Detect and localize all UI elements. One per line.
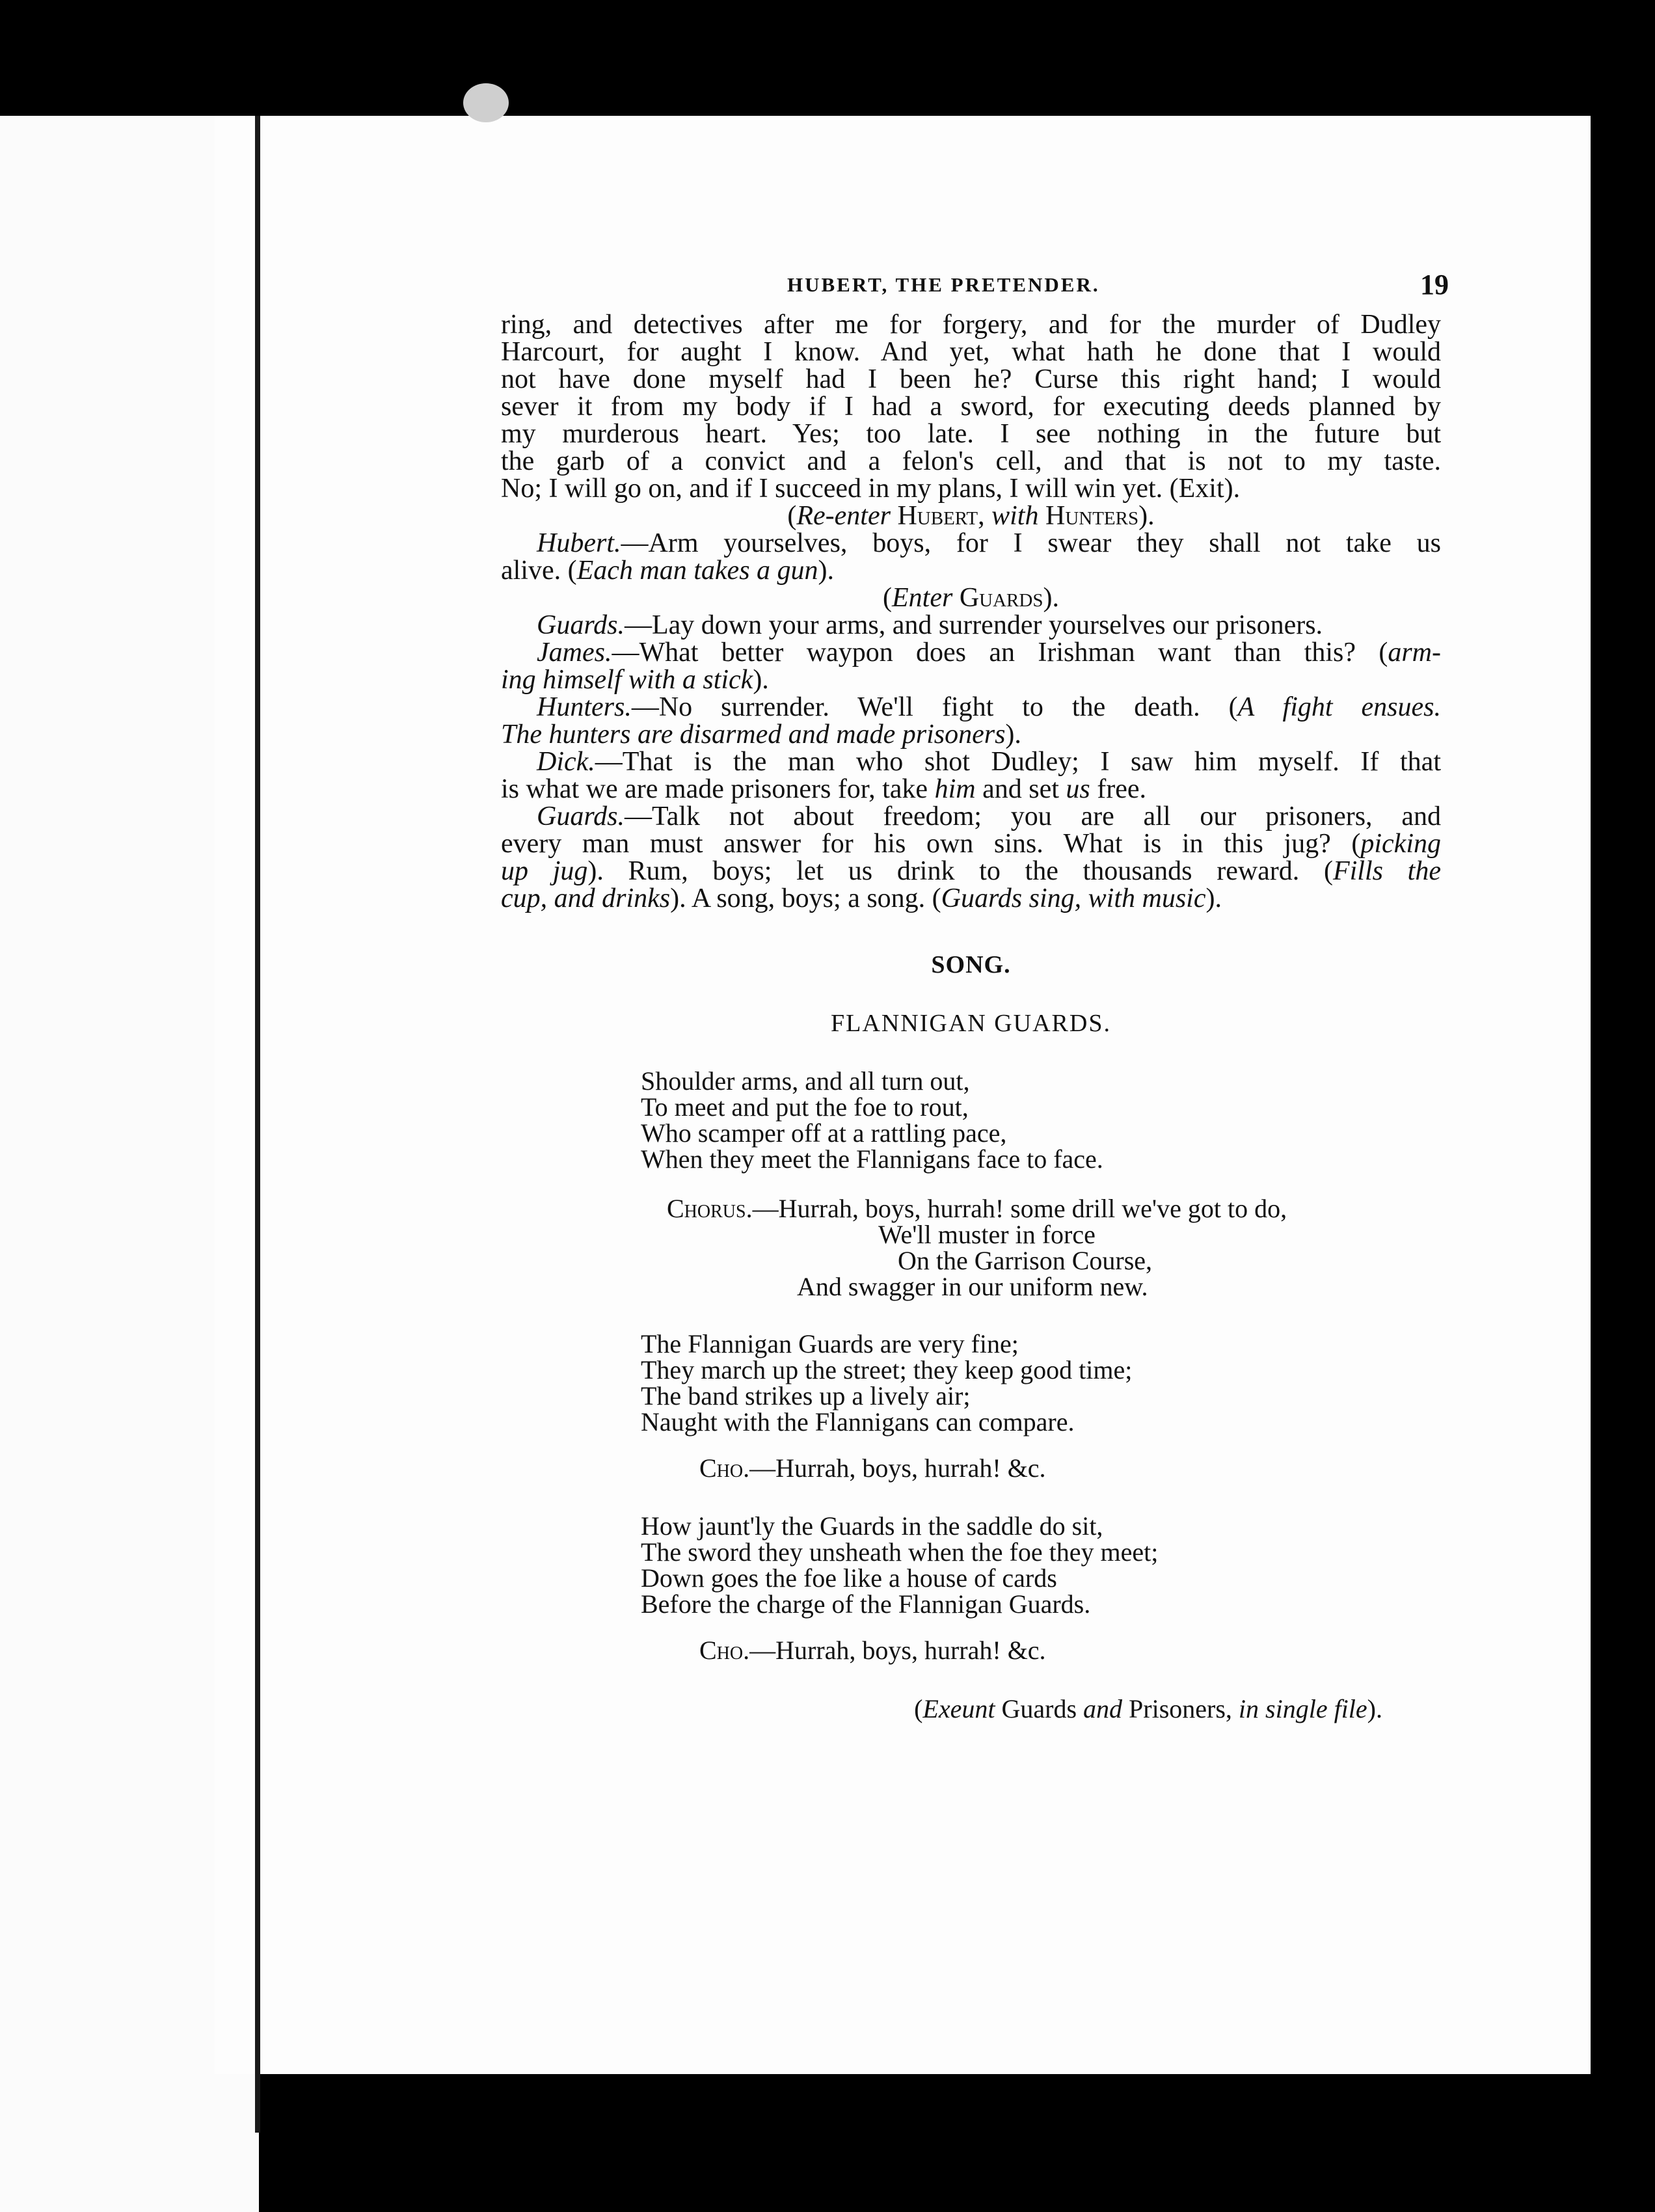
page-number: 19: [1420, 269, 1449, 301]
speaker-name: Guards.: [537, 610, 625, 640]
song-verse-1: [641, 1068, 1441, 1172]
speech-dick: Dick.—That is the man who shot Dudley; I saw him myself. If that is what we are made prisoners for, take him and set us free.: [501, 747, 1441, 804]
chorus-line: On the Garrison Course,: [898, 1246, 1153, 1275]
stage-direction-enter: (Enter Guards).: [883, 583, 1059, 613]
song-heading: SONG.: [931, 951, 1011, 978]
speech-guards-1: Guards.—Lay down your arms, and surrender yourselves our prisoners.: [537, 610, 1323, 640]
speaker-name: James.: [537, 638, 612, 668]
verse-line: How jaunt'ly the Guards in the saddle do sit,: [641, 1511, 1103, 1541]
speech-hubert: Hubert.—Arm yourselves, boys, for I swear they shall not take us alive. (Each man takes a gun).: [501, 528, 1441, 586]
speaker-name: Hunters.: [537, 692, 632, 722]
speech-guards-2: Guards.—Talk not about freedom; you are all our prisoners, and every man must answer for his own sins. What is in this jug? (picking up jug). Rum, boys; let us drink to the thousands reward. (Fills the cup, and drinks). A song, boys; a song. (Guards sing, with music).: [501, 802, 1441, 913]
chorus-line: And swagger in our uniform new.: [797, 1272, 1148, 1301]
speech-hunters: Hunters.—No surrender. We'll fight to the death. (A fight ensues. The hunters are disarmed and made prisoners).: [501, 692, 1441, 749]
verse-line: Before the charge of the Flannigan Guards.: [641, 1589, 1091, 1619]
verse-line: The sword they unsheath when the foe they meet;: [641, 1537, 1159, 1567]
verse-line: Naught with the Flannigans can compare.: [641, 1407, 1075, 1436]
text-line: my murderous heart. Yes; too late. I see nothing in the future but: [501, 419, 1441, 449]
verse-line: The band strikes up a lively air;: [641, 1381, 971, 1410]
page-body: [501, 311, 1441, 1723]
text-line: the garb of a convict and a felon's cell, and that is not to my taste.: [501, 446, 1441, 476]
text-line: Harcourt, for aught I know. And yet, what hath he done that I would: [501, 337, 1441, 367]
running-title: HUBERT, THE PRETENDER.: [787, 273, 1100, 296]
speaker-name: Dick.: [537, 747, 595, 777]
speech-james: James.—What better waypon does an Irishman want than this? (arm- ing himself with a stick).: [501, 638, 1441, 695]
text-line: not have done myself had I been he? Curse this right hand; I would: [501, 364, 1441, 394]
stage-direction-reenter: (Re-enter Hubert, with Hunters).: [787, 501, 1155, 531]
page-smudge: [463, 83, 509, 122]
song-verse-2: [641, 1331, 1441, 1435]
verse-line: Who scamper off at a rattling pace,: [641, 1118, 1007, 1148]
verse-line: Shoulder arms, and all turn out,: [641, 1066, 970, 1096]
text-line: ring, and detectives after me for forgery, and for the murder of Dudley: [501, 310, 1441, 340]
verse-line: Down goes the foe like a house of cards: [641, 1563, 1057, 1593]
song-title: FLANNIGAN GUARDS.: [831, 1010, 1111, 1037]
verse-line: The Flannigan Guards are very fine;: [641, 1329, 1019, 1358]
chorus-label: Chorus.: [667, 1194, 753, 1223]
verse-line: When they meet the Flannigans face to face.: [641, 1144, 1103, 1174]
stage-direction-exeunt: (Exeunt Guards and Prisoners, in single file).: [914, 1694, 1382, 1723]
chorus-reprise-2: Cho.—Hurrah, boys, hurrah! &c.: [699, 1636, 1046, 1665]
speaker-name: Guards.: [537, 802, 625, 831]
verse-line: To meet and put the foe to rout,: [641, 1092, 969, 1122]
text-line: No; I will go on, and if I succeed in my plans, I will win yet. (Exit).: [501, 474, 1241, 504]
book-spine: [255, 116, 260, 2133]
song-verse-3: [641, 1513, 1441, 1617]
speaker-name: Hubert.: [537, 528, 621, 558]
chorus-reprise-1: Cho.—Hurrah, boys, hurrah! &c.: [699, 1453, 1046, 1483]
opening-paragraph: [501, 311, 1441, 502]
song-chorus: Chorus.—Hurrah, boys, hurrah! some drill we've got to do, We'll muster in force On the Garrison Course, And swagger in our uniform new.: [501, 1196, 1441, 1300]
verse-line: They march up the street; they keep good time;: [641, 1355, 1133, 1384]
text-line: sever it from my body if I had a sword, for executing deeds planned by: [501, 392, 1441, 422]
chorus-line: We'll muster in force: [878, 1220, 1096, 1249]
